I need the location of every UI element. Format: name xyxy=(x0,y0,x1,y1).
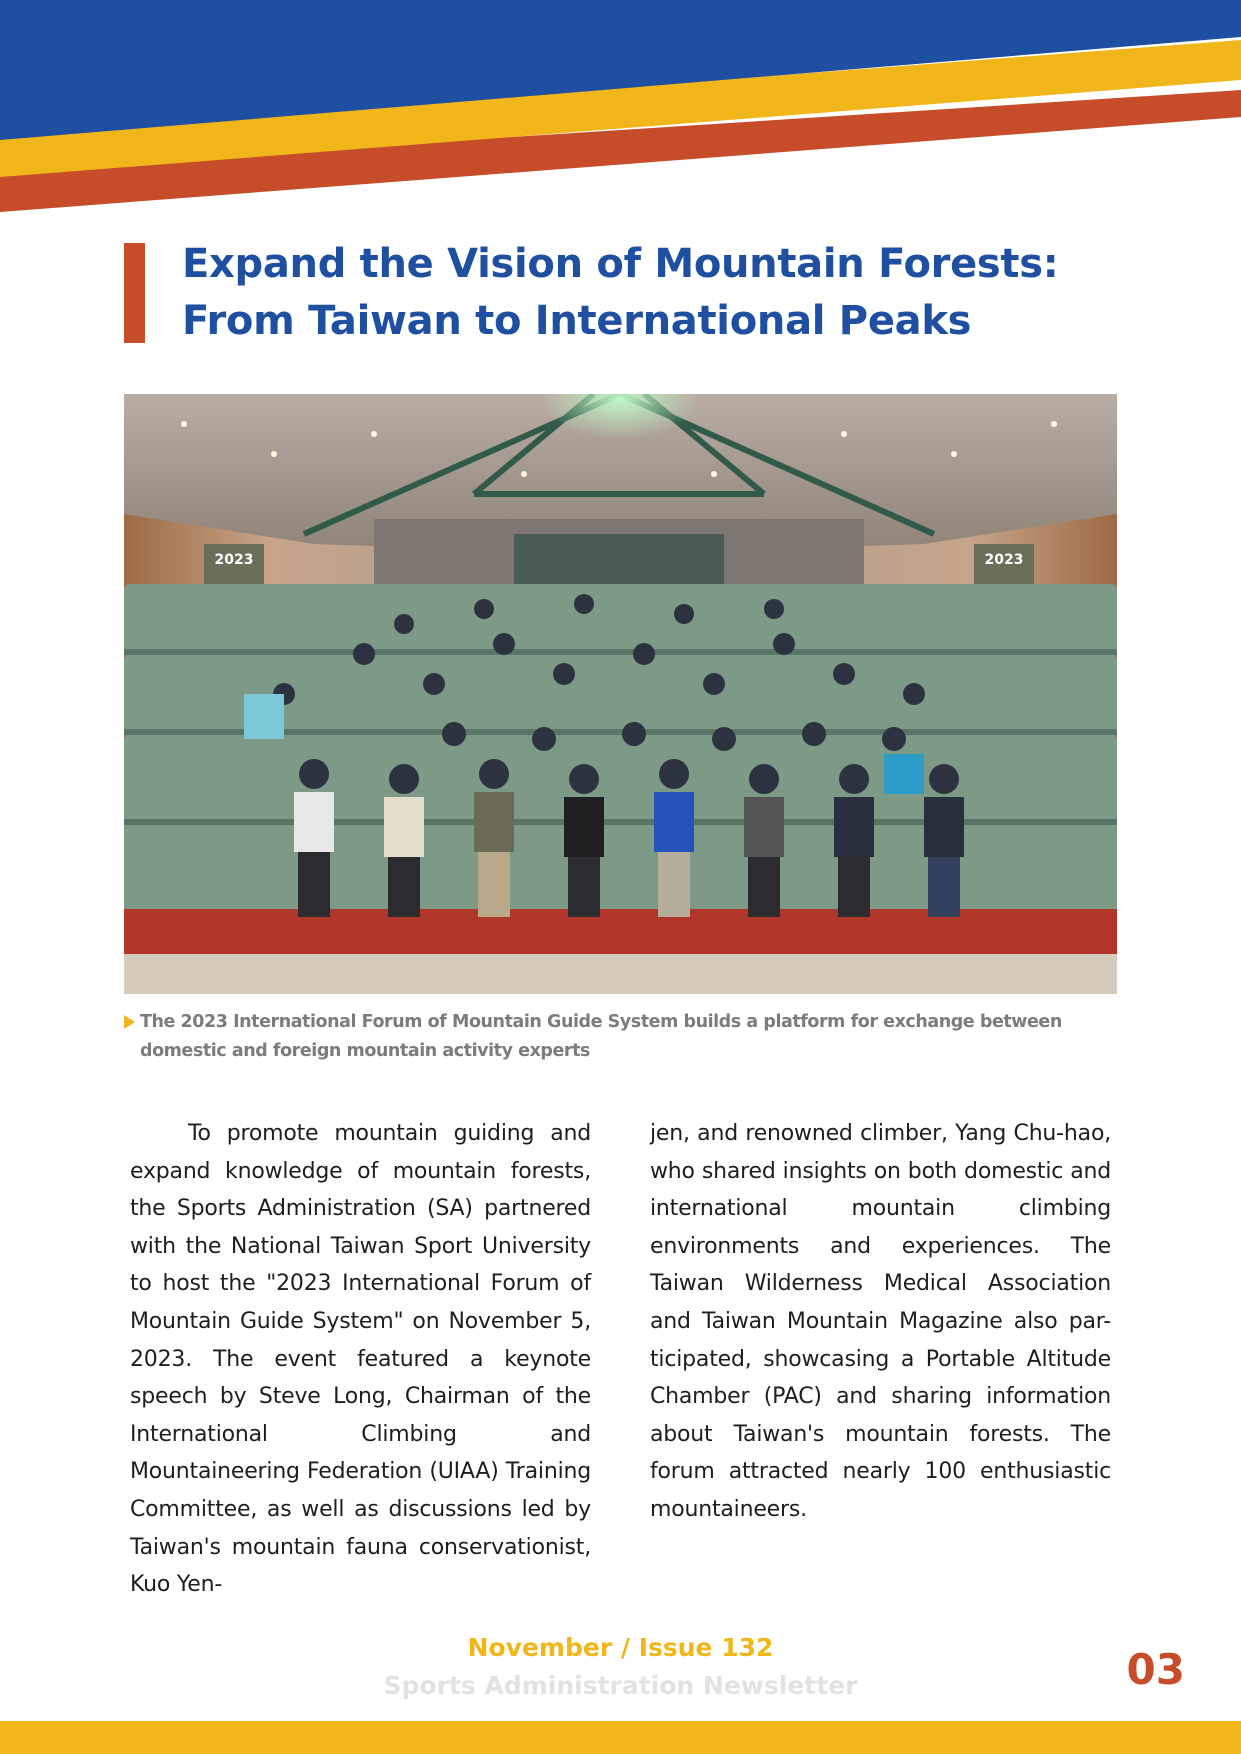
article-title-line2: From Taiwan to International Peaks xyxy=(182,298,972,344)
header-stripe-banner xyxy=(0,0,1241,220)
photo-caption-text: The 2023 International Forum of Mountain Guide System builds a platform for exchange between domestic and foreign mountain activity experts xyxy=(140,1012,1062,1061)
footer-bar xyxy=(0,1721,1241,1754)
photo-caption xyxy=(124,1008,1119,1066)
title-accent-bar xyxy=(124,243,145,343)
right-banner-year: 2023 xyxy=(984,552,1024,568)
footer-publication-name: Sports Administration Newsletter xyxy=(383,1671,858,1700)
article-title xyxy=(182,236,1182,350)
article-column-1: To promote mountain guiding and expand knowledge of mountain forests, the Sports Administration (SA) partnered with the National Taiwan Sport University to host the "2023 International Forum of Mountain Guide System" on November 5, 2023. The event featured a keynote speech by Steve Long, Chairman of the International Climbing and Mountaineering Federation (UIAA) Training Committee, as well as discussions led by Taiwan's mountain fauna conservationist, Kuo Yen- xyxy=(130,1121,591,1598)
article-body xyxy=(130,1115,1111,1604)
article-column-2: jen, and renowned climber, Yang Chu-hao, who shared insights on both domestic and international mountain climbing environments and experiences. The Taiwan Wilderness Medical Association and Taiwan Mountain Magazine also par-ticipated, showcasing a Portable Altitude Chamber (PAC) and sharing information about Taiwan's mountain forests. The forum attracted nearly 100 enthusiastic mountaineers. xyxy=(650,1121,1111,1522)
forum-group-photo xyxy=(124,394,1117,994)
footer-issue: November / Issue 132 xyxy=(467,1633,774,1662)
page-number: 03 xyxy=(1126,1645,1185,1694)
article-title-line1: Expand the Vision of Mountain Forests: xyxy=(182,241,1059,287)
left-banner-year: 2023 xyxy=(214,552,254,568)
caption-arrow-icon xyxy=(124,1015,135,1029)
